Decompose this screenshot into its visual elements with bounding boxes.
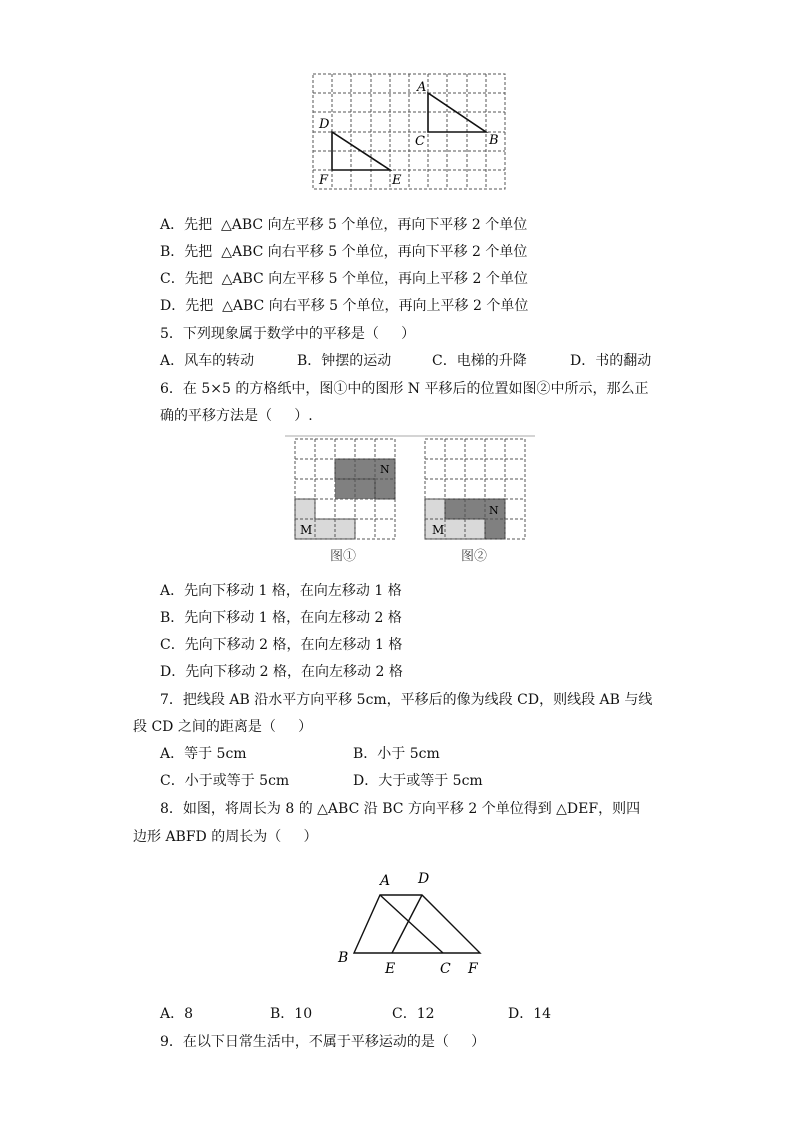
q6-option-a: A．先向下移动 1 格，在向左移动 1 格 [160, 583, 402, 599]
caption-fig2: 图② [461, 549, 488, 564]
q8-option-b: B．10 [270, 1006, 313, 1022]
q5-option-a: A．风车的转动 [160, 353, 255, 369]
q8-option-c: C．12 [392, 1006, 435, 1022]
q6-option-c: C．先向下移动 2 格，在向左移动 1 格 [160, 637, 403, 653]
q7-option-d: D．大于或等于 5cm [353, 773, 483, 789]
label-a: A [417, 80, 427, 95]
q8-stem-line2: 边形 ABFD 的周长为（ ） [133, 829, 318, 845]
q4-option-a: A．先把 △ABC 向左平移 5 个单位，再向下平移 2 个单位 [160, 217, 528, 233]
triangle-abc [428, 93, 486, 132]
label-b: B [338, 950, 349, 966]
q8-figure [330, 865, 490, 980]
q4-option-c: C．先把 △ABC 向左平移 5 个单位，再向上平移 2 个单位 [160, 271, 528, 287]
q8-option-d: D．14 [508, 1006, 552, 1022]
q7-options-row2 [160, 772, 560, 790]
label-d: D [319, 117, 330, 132]
q8-options [160, 1005, 580, 1023]
label-n-fig2: N [489, 504, 499, 517]
q7-option-c: C．小于或等于 5cm [160, 773, 290, 789]
q6-stem-line2: 确的平移方法是（ ）. [160, 408, 313, 424]
q6-option-b: B．先向下移动 1 格，在向左移动 2 格 [160, 610, 402, 626]
q6-option-d: D．先向下移动 2 格，在向左移动 2 格 [160, 664, 403, 680]
q7-option-b: B．小于 5cm [353, 746, 440, 762]
q4-option-d: D．先把 △ABC 向右平移 5 个单位，再向上平移 2 个单位 [160, 298, 529, 314]
caption-fig1: 图① [330, 549, 357, 564]
label-m-fig1: M [300, 523, 313, 537]
label-f: F [319, 173, 329, 188]
label-m-fig2: M [432, 523, 445, 537]
q5-option-b: B．钟摆的运动 [297, 353, 392, 369]
translation-grid-figure [310, 72, 510, 192]
label-b: B [489, 133, 499, 148]
label-f: F [468, 961, 478, 977]
q6-stem-line1: 6．在 5×5 的方格纸中，图①中的图形 N 平移后的位置如图②中所示，那么正 [160, 381, 649, 397]
q7-stem-line2: 段 CD 之间的距离是（ ） [133, 719, 313, 735]
q5-stem: 5．下列现象属于数学中的平移是（ ） [160, 326, 416, 342]
label-c: C [415, 134, 425, 149]
q8-stem-line1: 8．如图，将周长为 8 的 △ABC 沿 BC 方向平移 2 个单位得到 △DEF，则四 [160, 801, 641, 817]
segment-ac [380, 895, 443, 953]
q7-option-a: A．等于 5cm [160, 746, 247, 762]
q7-options-row1 [160, 745, 560, 763]
label-e: E [385, 961, 396, 977]
q5-options [160, 352, 680, 370]
grid-figure-1 [295, 439, 395, 564]
label-d: D [418, 871, 430, 887]
q5-option-c: C．电梯的升降 [432, 353, 527, 369]
q7-stem-line1: 7．把线段 AB 沿水平方向平移 5cm，平移后的像为线段 CD，则线段 AB 与线 [160, 692, 653, 708]
q4-option-b: B．先把 △ABC 向右平移 5 个单位，再向下平移 2 个单位 [160, 244, 528, 260]
q9-stem: 9．在以下日常生活中，不属于平移运动的是（ ） [160, 1034, 486, 1050]
q8-option-a: A．8 [160, 1006, 194, 1022]
segment-de [392, 895, 422, 953]
grid-figure-2 [425, 439, 525, 564]
q6-figures [285, 433, 535, 568]
label-a: A [380, 873, 391, 889]
label-e: E [392, 173, 402, 188]
q5-option-d: D．书的翻动 [570, 353, 652, 369]
label-c: C [440, 961, 451, 977]
label-n-fig1: N [380, 463, 390, 476]
